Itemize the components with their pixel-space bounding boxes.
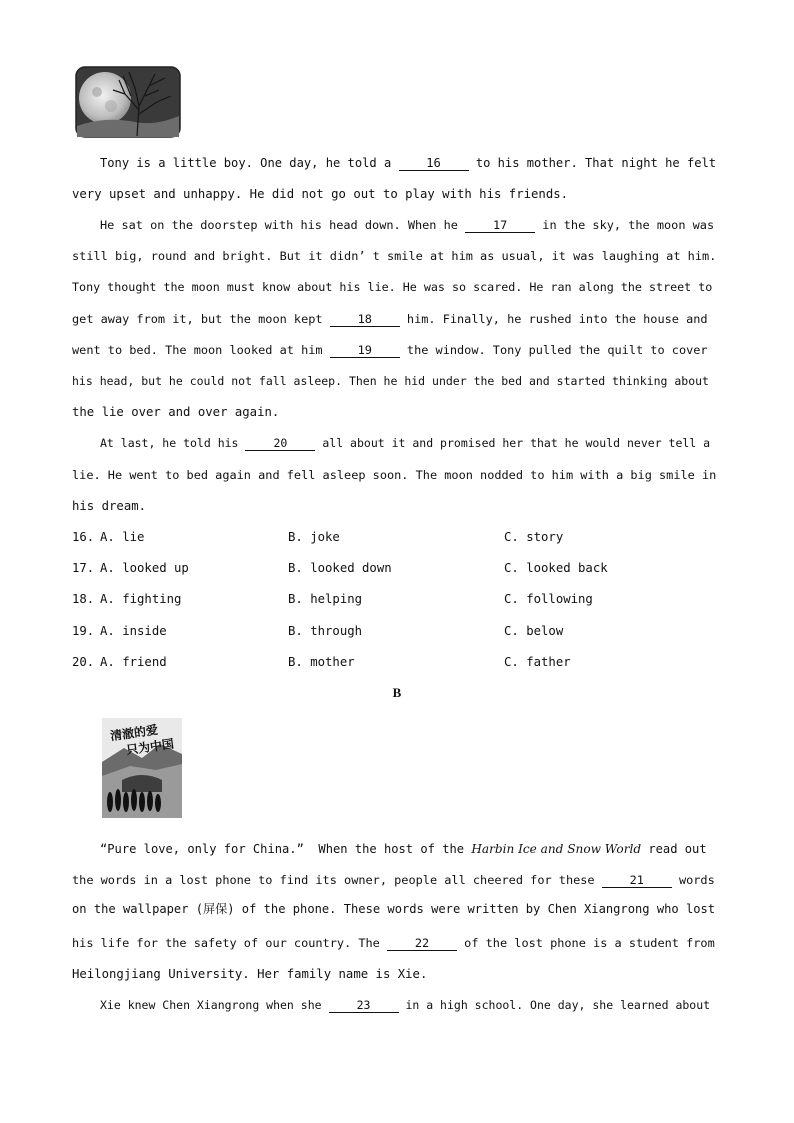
question-number: 16. bbox=[72, 530, 95, 544]
answer-blank-16[interactable]: 16 bbox=[399, 156, 469, 171]
option-a[interactable]: A. inside bbox=[100, 624, 167, 638]
option-b[interactable]: B. helping bbox=[288, 592, 363, 606]
question-number: 19. bbox=[72, 624, 95, 638]
question-number: 18. bbox=[72, 592, 95, 606]
option-b[interactable]: B. through bbox=[288, 624, 363, 638]
option-b[interactable]: B. looked down bbox=[288, 561, 392, 575]
passage-a-line: Tony thought the moon must know about his lie. He was so scared. He ran along the street to bbox=[72, 280, 713, 294]
option-b[interactable]: B. joke bbox=[288, 530, 340, 544]
question-number: 20. bbox=[72, 655, 95, 669]
passage-a-line: lie. He went to bed again and fell asleep soon. The moon nodded to him with a big smile in bbox=[72, 468, 717, 482]
passage-a-line: went to bed. The moon looked at him 19 the window. Tony pulled the quilt to cover bbox=[72, 343, 708, 357]
option-a[interactable]: A. friend bbox=[100, 655, 167, 669]
option-a[interactable]: A. looked up bbox=[100, 561, 189, 575]
passage-a-line: At last, he told his 20 all about it and promised her that he would never tell a bbox=[100, 436, 711, 450]
answer-blank-22[interactable]: 22 bbox=[387, 936, 457, 951]
section-b-heading: B bbox=[392, 685, 402, 700]
answer-blank-23[interactable]: 23 bbox=[329, 998, 399, 1013]
pure-love-poster-image bbox=[102, 718, 182, 818]
passage-a-line: his head, but he could not fall asleep. Then he hid under the bed and started thinking about bbox=[72, 374, 709, 388]
passage-b-line: Xie knew Chen Xiangrong when she 23 in a high school. One day, she learned about bbox=[100, 998, 711, 1012]
question-number: 17. bbox=[72, 561, 95, 575]
answer-blank-19[interactable]: 19 bbox=[330, 343, 400, 358]
passage-a-line: Tony is a little boy. One day, he told a 16 to his mother. That night he felt bbox=[100, 156, 717, 170]
answer-blank-17[interactable]: 17 bbox=[465, 218, 535, 233]
answer-blank-21[interactable]: 21 bbox=[602, 873, 672, 888]
answer-blank-18[interactable]: 18 bbox=[330, 312, 400, 327]
moon-tree-image bbox=[75, 66, 181, 138]
answer-blank-20[interactable]: 20 bbox=[245, 436, 315, 451]
place-name: Harbin Ice and Snow World bbox=[471, 842, 642, 856]
passage-b-line: on the wallpaper (屏保) of the phone. These words were written by Chen Xiangrong who lost bbox=[72, 902, 716, 916]
option-c[interactable]: C. following bbox=[504, 592, 593, 606]
poster-caption-line-2: 只为中国 bbox=[125, 736, 175, 758]
option-c[interactable]: C. story bbox=[504, 530, 564, 544]
passage-a-line: his dream. bbox=[72, 499, 147, 513]
passage-a-line: the lie over and over again. bbox=[72, 405, 280, 419]
option-c[interactable]: C. looked back bbox=[504, 561, 608, 575]
passage-a-line: He sat on the doorstep with his head down. When he 17 in the sky, the moon was bbox=[100, 218, 715, 232]
option-b[interactable]: B. mother bbox=[288, 655, 355, 669]
passage-b-line: Heilongjiang University. Her family name is Xie. bbox=[72, 967, 428, 981]
option-a[interactable]: A. lie bbox=[100, 530, 145, 544]
option-c[interactable]: C. father bbox=[504, 655, 571, 669]
option-c[interactable]: C. below bbox=[504, 624, 564, 638]
passage-b-line: “Pure love, only for China.” When the host of the Harbin Ice and Snow World read out bbox=[100, 842, 707, 856]
passage-a-line: get away from it, but the moon kept 18 him. Finally, he rushed into the house and bbox=[72, 312, 708, 326]
passage-a-line: very upset and unhappy. He did not go out to play with his friends. bbox=[72, 187, 569, 201]
passage-a-line: still big, round and bright. But it didn’ t smile at him as usual, it was laughing at him. bbox=[72, 249, 717, 263]
passage-b-line: the words in a lost phone to find its owner, people all cheered for these 21 words bbox=[72, 873, 715, 887]
option-a[interactable]: A. fighting bbox=[100, 592, 182, 606]
passage-b-line: his life for the safety of our country. The 22 of the lost phone is a student from bbox=[72, 936, 715, 950]
poster-caption-line-1: 清澈的爱 bbox=[109, 722, 159, 744]
